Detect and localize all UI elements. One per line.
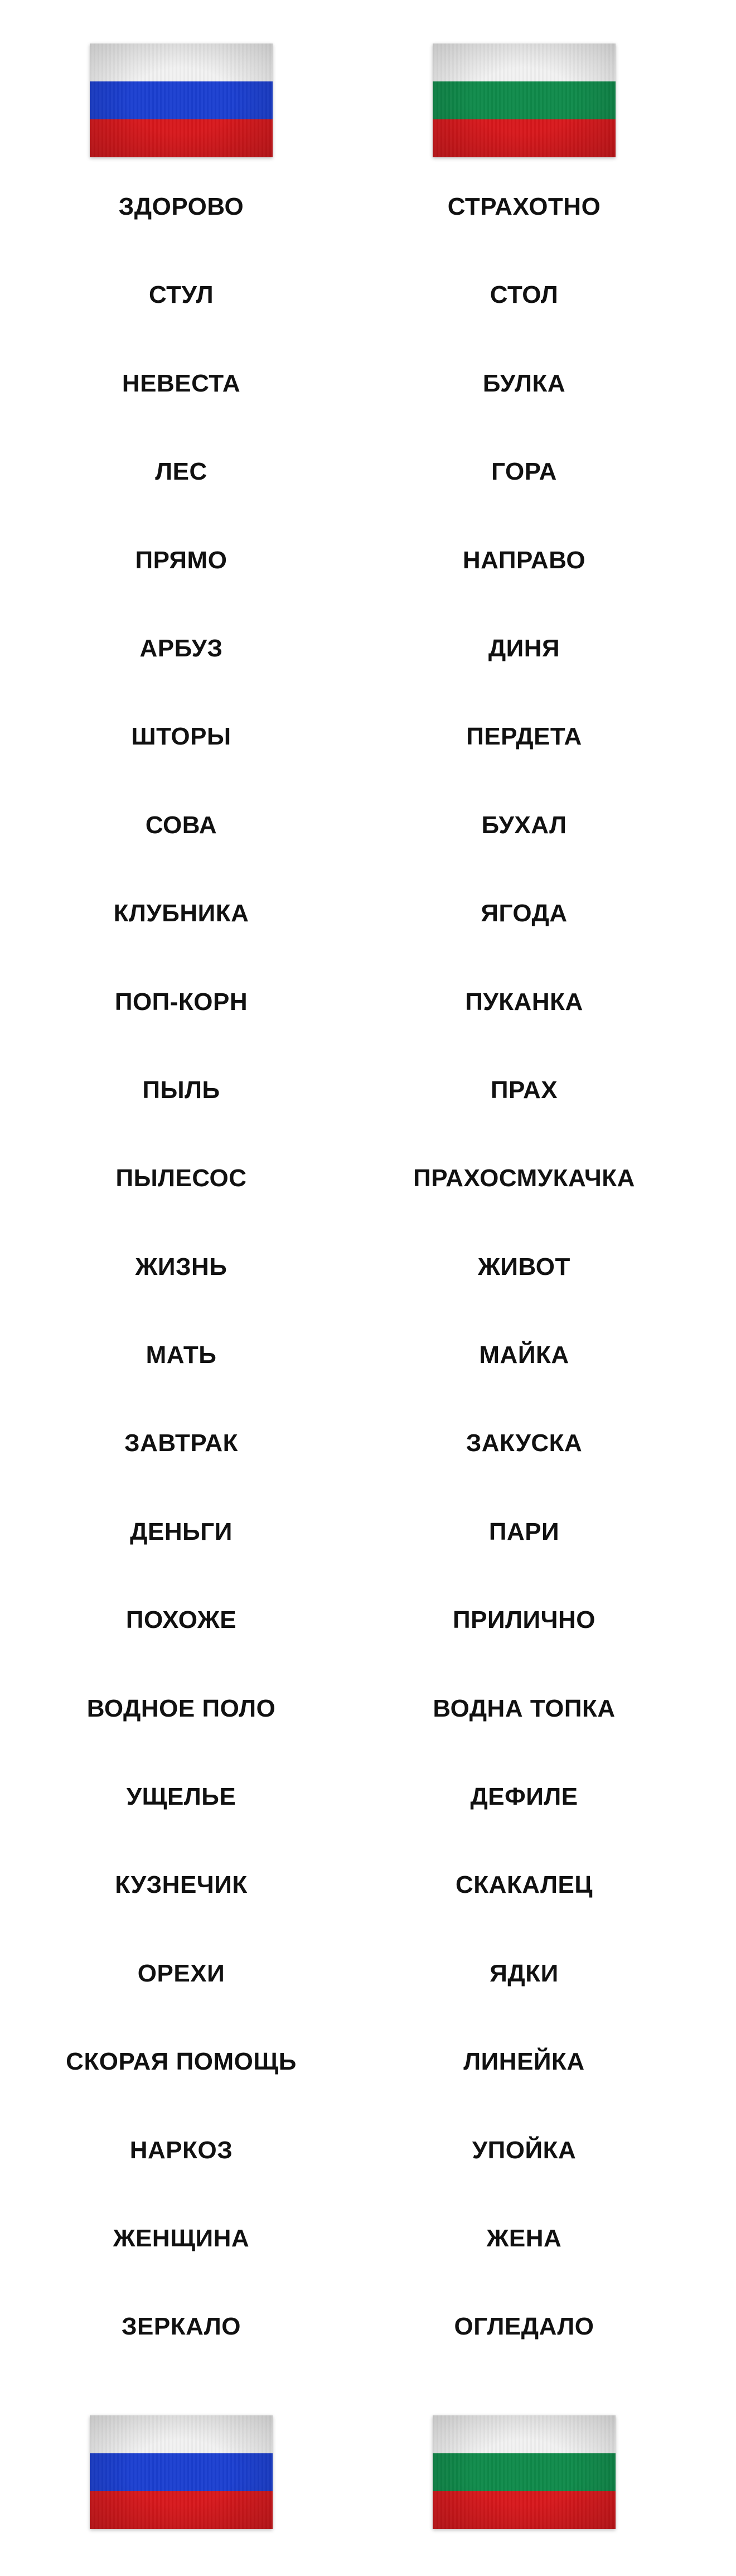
russian-flag-top (90, 44, 273, 157)
bulgarian-flag-bottom (433, 2415, 616, 2529)
word-text: ПРАХОСМУКАЧКА (413, 1164, 635, 1192)
word-text: ЛЕС (155, 458, 207, 486)
word-text: ПЫЛЕСОС (115, 1164, 247, 1192)
word-item (14, 2313, 348, 2415)
word-text: ПЫЛЬ (142, 1076, 220, 1104)
flag-stripe-top (90, 2415, 273, 2453)
word-text: ПРИЛИЧНО (452, 1606, 595, 1634)
word-text: КЛУБНИКА (113, 900, 249, 927)
word-text: АРБУЗ (139, 634, 223, 662)
word-text: ДЕНЬГИ (130, 1517, 233, 1545)
word-text: ЖЕНА (486, 2224, 562, 2252)
word-text: ВОДНА ТОПКА (433, 1694, 616, 1722)
flag-stripe-top (433, 44, 616, 81)
word-text: ЛИНЕЙКА (463, 2048, 585, 2076)
word-text: СТРАХОТНО (447, 193, 601, 220)
word-text: ЗАВТРАК (124, 1429, 238, 1457)
flag-stripe-middle (433, 81, 616, 119)
word-text: ЗДОРОВО (118, 193, 244, 220)
word-text: МАТЬ (146, 1341, 217, 1369)
word-text: СТОЛ (490, 281, 559, 309)
word-text: ЗАКУСКА (466, 1429, 583, 1457)
word-text: ПОП-КОРН (114, 988, 248, 1016)
word-text: НАПРАВО (462, 546, 586, 574)
word-text: ЯГОДА (481, 900, 568, 927)
flag-stripe-bottom (90, 2491, 273, 2529)
word-text: ДЕФИЛЕ (470, 1783, 578, 1811)
bulgarian-flag-top (433, 44, 616, 157)
word-text: ЖИВОТ (478, 1253, 570, 1280)
word-text: ПОХОЖЕ (125, 1606, 237, 1634)
word-text: МАЙКА (479, 1341, 569, 1369)
flag-stripe-middle (90, 81, 273, 119)
word-text: КУЗНЕЧИК (115, 1871, 248, 1899)
flag-stripe-bottom (90, 119, 273, 157)
word-text: СТУЛ (148, 281, 214, 309)
word-text: СОВА (145, 811, 217, 839)
word-text: НАРКОЗ (129, 2136, 233, 2164)
word-text: ОГЛЕДАЛО (454, 2313, 594, 2341)
word-text: ПЕРДЕТА (466, 723, 582, 751)
word-text: ЖЕНЩИНА (113, 2224, 250, 2252)
word-text: ЖИЗНЬ (135, 1253, 227, 1280)
word-text: ГОРА (491, 458, 557, 486)
word-text: НЕВЕСТА (122, 369, 241, 397)
flag-stripe-bottom (433, 119, 616, 157)
word-text: ПРЯМО (135, 546, 227, 574)
word-text: БУЛКА (482, 369, 566, 397)
word-text: СКАКАЛЕЦ (456, 1871, 593, 1899)
word-text: ПРАХ (490, 1076, 558, 1104)
word-text: ЗЕРКАЛО (121, 2313, 241, 2341)
word-text: ДИНЯ (488, 634, 560, 662)
flag-stripe-top (90, 44, 273, 81)
flag-stripe-middle (433, 2453, 616, 2491)
word-text: ПАРИ (488, 1517, 560, 1545)
word-text: ОРЕХИ (137, 1959, 225, 1987)
flag-stripe-middle (90, 2453, 273, 2491)
word-item (357, 2313, 691, 2415)
flag-stripe-top (433, 2415, 616, 2453)
word-text: СКОРАЯ ПОМОЩЬ (66, 2048, 297, 2076)
word-text: УЩЕЛЬЕ (126, 1783, 236, 1811)
russian-flag-bottom (90, 2415, 273, 2529)
flag-stripe-bottom (433, 2491, 616, 2529)
word-text: ВОДНОЕ ПОЛО (86, 1694, 276, 1722)
word-text: ЯДКИ (490, 1959, 559, 1987)
word-text: УПОЙКА (472, 2136, 577, 2164)
bulgarian-word-list (357, 193, 691, 2415)
russian-word-list (14, 193, 348, 2415)
word-text: ПУКАНКА (465, 988, 583, 1016)
word-text: БУХАЛ (481, 811, 567, 839)
word-text: ШТОРЫ (131, 723, 231, 751)
